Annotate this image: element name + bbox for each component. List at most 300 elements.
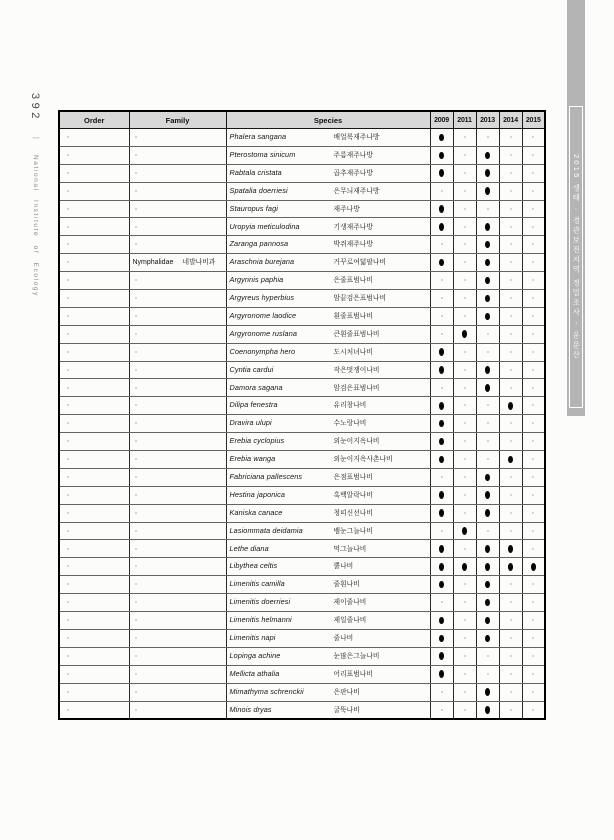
empty-mark [135, 243, 137, 245]
presence-dot [508, 402, 513, 410]
empty-mark [67, 190, 69, 192]
order-cell [59, 612, 129, 630]
presence-dot [508, 456, 513, 464]
empty-mark [464, 619, 466, 621]
page-margin-left [27, 93, 43, 353]
species-cell [226, 451, 430, 469]
order-cell [59, 254, 129, 272]
order-cell [59, 379, 129, 397]
presence-cell-2015 [522, 486, 545, 504]
header-year-2013: 2013 [476, 111, 499, 129]
empty-mark [510, 243, 512, 245]
species-korean: 제일줄나비 [333, 617, 367, 625]
species-cell [226, 307, 430, 325]
presence-cell-2013 [476, 558, 499, 576]
empty-mark [67, 404, 69, 406]
empty-mark [67, 494, 69, 496]
presence-dot [439, 366, 444, 374]
presence-cell-2009 [430, 397, 453, 415]
empty-mark [532, 655, 534, 657]
table-row [59, 451, 545, 469]
empty-mark [135, 673, 137, 675]
presence-cell-2009 [430, 486, 453, 504]
empty-mark [532, 226, 534, 228]
presence-dot [508, 545, 513, 553]
order-cell [59, 468, 129, 486]
empty-mark [510, 583, 512, 585]
species-cell [226, 397, 430, 415]
empty-mark [135, 637, 137, 639]
presence-cell-2015 [522, 504, 545, 522]
empty-mark [135, 279, 137, 281]
presence-cell-2009 [430, 576, 453, 594]
presence-dot [439, 670, 444, 678]
order-cell [59, 683, 129, 701]
presence-cell-2011 [453, 379, 476, 397]
table-row [59, 254, 545, 272]
presence-cell-2013 [476, 164, 499, 182]
empty-mark [441, 333, 443, 335]
presence-cell-2009 [430, 254, 453, 272]
empty-mark [67, 297, 69, 299]
empty-mark [135, 422, 137, 424]
presence-cell-2013 [476, 665, 499, 683]
empty-mark [464, 208, 466, 210]
species-cell [226, 146, 430, 164]
table-row [59, 612, 545, 630]
species-cell [226, 629, 430, 647]
empty-mark [487, 422, 489, 424]
empty-mark [441, 297, 443, 299]
species-latin: Spatalia doerriesi [229, 185, 288, 195]
empty-mark [67, 512, 69, 514]
family-korean: 네발나비과 [182, 258, 216, 266]
empty-mark [532, 243, 534, 245]
presence-cell-2009 [430, 290, 453, 308]
species-korean: 눈많은그늘나비 [333, 652, 380, 660]
presence-cell-2014 [499, 200, 522, 218]
species-korean: 은판나비 [333, 688, 360, 696]
empty-mark [532, 583, 534, 585]
presence-cell-2014 [499, 164, 522, 182]
species-cell [226, 594, 430, 612]
empty-mark [510, 297, 512, 299]
empty-mark [487, 458, 489, 460]
presence-dot [439, 259, 444, 267]
presence-cell-2011 [453, 647, 476, 665]
table-row [59, 558, 545, 576]
species-cell [226, 218, 430, 236]
empty-mark [67, 601, 69, 603]
empty-mark [67, 261, 69, 263]
empty-mark [464, 601, 466, 603]
empty-mark [464, 422, 466, 424]
presence-cell-2011 [453, 665, 476, 683]
order-cell [59, 129, 129, 147]
family-cell [129, 504, 226, 522]
presence-dot [485, 313, 490, 321]
presence-cell-2014 [499, 451, 522, 469]
empty-mark [464, 637, 466, 639]
empty-mark [67, 565, 69, 567]
family-latin: Nymphalidae [132, 258, 174, 266]
species-cell [226, 504, 430, 522]
species-cell [226, 486, 430, 504]
presence-dot [485, 617, 490, 625]
empty-mark [135, 172, 137, 174]
order-cell [59, 486, 129, 504]
table-row [59, 290, 545, 308]
empty-mark [532, 279, 534, 281]
presence-cell-2014 [499, 486, 522, 504]
presence-cell-2009 [430, 451, 453, 469]
family-cell [129, 182, 226, 200]
empty-mark [510, 673, 512, 675]
presence-cell-2013 [476, 612, 499, 630]
table-row [59, 325, 545, 343]
empty-mark [487, 333, 489, 335]
species-korean: 유리창나비 [333, 402, 367, 410]
presence-cell-2014 [499, 325, 522, 343]
presence-cell-2013 [476, 576, 499, 594]
empty-mark [441, 601, 443, 603]
presence-cell-2009 [430, 164, 453, 182]
family-cell [129, 468, 226, 486]
presence-cell-2015 [522, 129, 545, 147]
empty-mark [135, 458, 137, 460]
empty-mark [135, 601, 137, 603]
species-latin: Lopinga achine [229, 650, 281, 660]
presence-cell-2011 [453, 433, 476, 451]
presence-dot [439, 205, 444, 213]
presence-dot [462, 527, 467, 535]
presence-cell-2015 [522, 468, 545, 486]
species-korean: 도시처녀나비 [333, 348, 373, 356]
presence-dot [439, 223, 444, 231]
empty-mark [67, 691, 69, 693]
empty-mark [532, 315, 534, 317]
presence-cell-2014 [499, 683, 522, 701]
table-row [59, 182, 545, 200]
empty-mark [532, 369, 534, 371]
family-cell [129, 307, 226, 325]
empty-mark [135, 655, 137, 657]
species-korean: 뱀눈그늘나비 [333, 527, 373, 535]
order-cell [59, 504, 129, 522]
table-row [59, 218, 545, 236]
empty-mark [135, 583, 137, 585]
header-family: Family [129, 111, 226, 129]
empty-mark [464, 387, 466, 389]
family-cell [129, 397, 226, 415]
species-latin: Dravira ulupi [229, 418, 272, 428]
empty-mark [532, 172, 534, 174]
table-row [59, 343, 545, 361]
order-cell [59, 290, 129, 308]
presence-cell-2015 [522, 272, 545, 290]
presence-dot [439, 545, 444, 553]
species-korean: 흰줄표범나비 [333, 312, 373, 320]
empty-mark [532, 208, 534, 210]
order-cell [59, 433, 129, 451]
empty-mark [67, 172, 69, 174]
family-cell [129, 433, 226, 451]
order-cell [59, 182, 129, 200]
presence-cell-2015 [522, 254, 545, 272]
empty-mark [532, 387, 534, 389]
presence-cell-2013 [476, 504, 499, 522]
presence-cell-2009 [430, 146, 453, 164]
table-row [59, 200, 545, 218]
presence-cell-2014 [499, 307, 522, 325]
institute-name: National Institute of Ecology [32, 154, 39, 297]
species-latin: Uropyia meticulodina [229, 221, 300, 231]
presence-cell-2009 [430, 665, 453, 683]
empty-mark [487, 655, 489, 657]
empty-mark [135, 387, 137, 389]
empty-mark [532, 494, 534, 496]
species-latin: Argyronome laodice [229, 310, 297, 320]
empty-mark [532, 709, 534, 711]
presence-cell-2009 [430, 647, 453, 665]
presence-cell-2011 [453, 683, 476, 701]
presence-cell-2014 [499, 129, 522, 147]
empty-mark [67, 530, 69, 532]
family-cell [129, 665, 226, 683]
species-cell [226, 522, 430, 540]
empty-mark [441, 315, 443, 317]
empty-mark [67, 279, 69, 281]
species-korean: 외눈이지옥나비 [333, 438, 380, 446]
presence-dot [439, 635, 444, 643]
empty-mark [532, 136, 534, 138]
presence-cell-2011 [453, 451, 476, 469]
order-cell [59, 164, 129, 182]
species-korean: 박쥐재주나방 [333, 241, 373, 249]
empty-mark [464, 404, 466, 406]
presence-cell-2011 [453, 558, 476, 576]
empty-mark [135, 404, 137, 406]
empty-mark [510, 315, 512, 317]
presence-cell-2015 [522, 343, 545, 361]
empty-mark [532, 691, 534, 693]
presence-cell-2014 [499, 647, 522, 665]
empty-mark [464, 458, 466, 460]
empty-mark [135, 530, 137, 532]
presence-cell-2011 [453, 629, 476, 647]
empty-mark [135, 208, 137, 210]
presence-cell-2014 [499, 361, 522, 379]
presence-cell-2009 [430, 200, 453, 218]
table-row [59, 379, 545, 397]
empty-mark [135, 351, 137, 353]
presence-cell-2013 [476, 647, 499, 665]
empty-mark [67, 619, 69, 621]
presence-cell-2015 [522, 379, 545, 397]
empty-mark [441, 709, 443, 711]
presence-cell-2015 [522, 397, 545, 415]
empty-mark [67, 655, 69, 657]
presence-cell-2015 [522, 701, 545, 719]
empty-mark [67, 369, 69, 371]
presence-dot [462, 563, 467, 571]
presence-dot [485, 688, 490, 696]
presence-cell-2013 [476, 182, 499, 200]
presence-cell-2009 [430, 415, 453, 433]
species-latin: Kaniska canace [229, 507, 283, 517]
presence-cell-2009 [430, 325, 453, 343]
empty-mark [135, 297, 137, 299]
family-cell [129, 164, 226, 182]
empty-mark [67, 637, 69, 639]
presence-cell-2011 [453, 594, 476, 612]
presence-dot [485, 491, 490, 499]
species-korean: 재주나방 [333, 205, 360, 213]
empty-mark [510, 422, 512, 424]
empty-mark [67, 548, 69, 550]
species-latin: Araschnia burejana [229, 257, 295, 267]
empty-mark [464, 512, 466, 514]
table-body [59, 129, 545, 720]
empty-mark [135, 476, 137, 478]
species-korean: 암끝검은표범나비 [333, 295, 387, 303]
species-cell [226, 433, 430, 451]
table-header-row [59, 111, 545, 129]
presence-cell-2009 [430, 218, 453, 236]
presence-cell-2015 [522, 236, 545, 254]
family-cell [129, 254, 226, 272]
presence-cell-2013 [476, 343, 499, 361]
presence-cell-2015 [522, 451, 545, 469]
empty-mark [135, 619, 137, 621]
empty-mark [135, 226, 137, 228]
presence-cell-2014 [499, 612, 522, 630]
header-year-2011: 2011 [453, 111, 476, 129]
presence-dot [485, 581, 490, 589]
family-cell [129, 451, 226, 469]
presence-cell-2015 [522, 612, 545, 630]
presence-cell-2011 [453, 236, 476, 254]
empty-mark [464, 136, 466, 138]
table-row [59, 647, 545, 665]
empty-mark [532, 190, 534, 192]
presence-cell-2015 [522, 325, 545, 343]
presence-cell-2013 [476, 290, 499, 308]
presence-cell-2013 [476, 522, 499, 540]
empty-mark [464, 172, 466, 174]
presence-cell-2009 [430, 522, 453, 540]
presence-cell-2009 [430, 612, 453, 630]
order-cell [59, 647, 129, 665]
species-cell [226, 129, 430, 147]
species-korean: 은무늬재주나방 [333, 187, 380, 195]
presence-dot [439, 456, 444, 464]
presence-cell-2011 [453, 576, 476, 594]
presence-dot [485, 563, 490, 571]
presence-dot [485, 152, 490, 160]
empty-mark [510, 136, 512, 138]
table-row [59, 129, 545, 147]
empty-mark [487, 208, 489, 210]
table-row [59, 629, 545, 647]
empty-mark [532, 619, 534, 621]
order-cell [59, 236, 129, 254]
species-korean: 작은멋쟁이나비 [333, 366, 380, 374]
presence-dot [508, 563, 513, 571]
presence-cell-2009 [430, 307, 453, 325]
presence-dot [485, 474, 490, 482]
family-cell [129, 379, 226, 397]
family-cell [129, 522, 226, 540]
presence-cell-2009 [430, 540, 453, 558]
species-latin: Rabtala cristata [229, 167, 282, 177]
presence-cell-2015 [522, 558, 545, 576]
species-table [58, 110, 546, 720]
empty-mark [67, 583, 69, 585]
empty-mark [67, 709, 69, 711]
empty-mark [510, 709, 512, 711]
presence-cell-2011 [453, 272, 476, 290]
family-cell [129, 683, 226, 701]
empty-mark [67, 315, 69, 317]
empty-mark [487, 440, 489, 442]
presence-cell-2011 [453, 522, 476, 540]
species-latin: Limenitis napi [229, 632, 276, 642]
empty-mark [135, 369, 137, 371]
order-cell [59, 540, 129, 558]
species-latin: Lasiommata deidamia [229, 525, 303, 535]
species-cell [226, 540, 430, 558]
empty-mark [135, 565, 137, 567]
presence-cell-2011 [453, 254, 476, 272]
presence-cell-2013 [476, 379, 499, 397]
species-korean: 뿔나비 [333, 563, 354, 571]
empty-mark [464, 709, 466, 711]
table-row [59, 415, 545, 433]
table-row [59, 468, 545, 486]
presence-cell-2013 [476, 236, 499, 254]
species-cell [226, 182, 430, 200]
presence-dot [485, 635, 490, 643]
order-cell [59, 701, 129, 719]
presence-dot [439, 348, 444, 356]
family-cell [129, 361, 226, 379]
empty-mark [510, 333, 512, 335]
header-year-2009: 2009 [430, 111, 453, 129]
presence-cell-2015 [522, 182, 545, 200]
presence-cell-2009 [430, 433, 453, 451]
empty-mark [487, 530, 489, 532]
empty-mark [532, 601, 534, 603]
empty-mark [510, 279, 512, 281]
species-korean: 곱추재주나방 [333, 169, 373, 177]
presence-dot [439, 491, 444, 499]
species-cell [226, 468, 430, 486]
family-cell [129, 594, 226, 612]
table-row [59, 164, 545, 182]
presence-cell-2014 [499, 272, 522, 290]
presence-cell-2014 [499, 468, 522, 486]
presence-cell-2013 [476, 200, 499, 218]
empty-mark [67, 154, 69, 156]
species-korean: 큰흰줄표범나비 [333, 330, 380, 338]
order-cell [59, 200, 129, 218]
presence-dot [439, 169, 444, 177]
species-latin: Zaranga pannosa [229, 239, 289, 249]
presence-cell-2014 [499, 218, 522, 236]
empty-mark [532, 440, 534, 442]
presence-cell-2014 [499, 629, 522, 647]
